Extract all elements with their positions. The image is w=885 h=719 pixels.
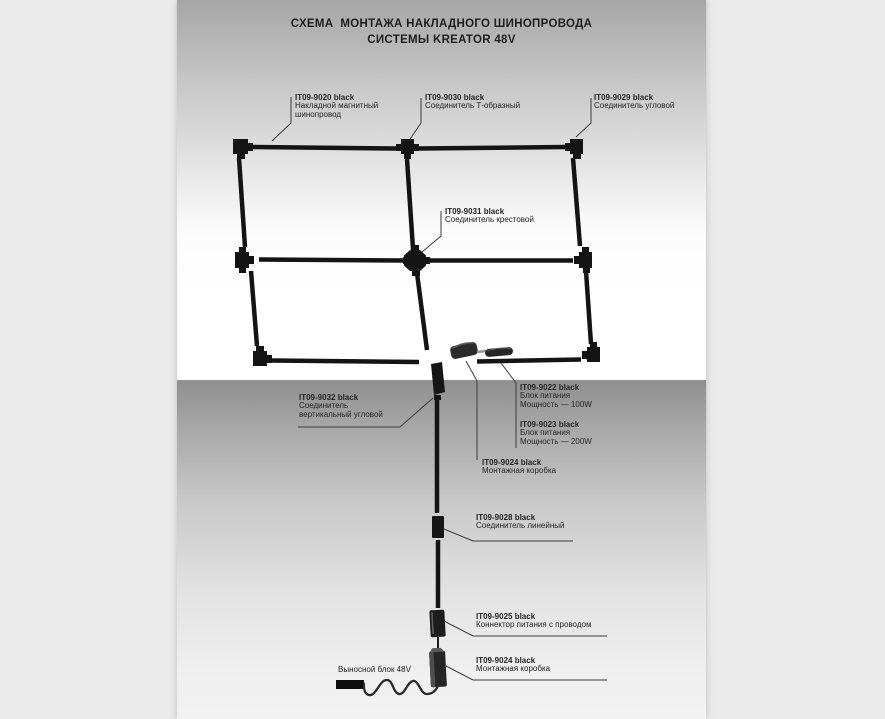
leader-9030 [410, 98, 421, 139]
title-line-1: СХЕМА МОНТАЖА НАКЛАДНОГО ШИНОПРОВОДА [290, 18, 593, 30]
t-connector-top [396, 139, 419, 159]
label-9022-desc1: Блок питания [520, 391, 571, 401]
rail-top-left [252, 147, 399, 149]
leader-9022-9023 [501, 363, 516, 448]
power-link [477, 351, 486, 352]
corner-connector-top-right [565, 139, 583, 159]
label-9024b [476, 657, 550, 674]
leader-9024a [466, 361, 477, 460]
label-9032-desc1: Соединитель [299, 401, 349, 411]
cross-connector [403, 245, 430, 276]
label-9024b-code: IT09-9024 black [476, 656, 536, 665]
label-9023-desc1: Блок питания [520, 428, 571, 438]
label-9023-code: IT09-9023 black [520, 420, 580, 429]
label-9029-desc1: Соединитель угловой [594, 101, 675, 111]
leader-9020 [272, 97, 291, 141]
rails [239, 147, 591, 608]
label-remote-block: Выносной блок 48V [338, 665, 411, 674]
diagram-page [177, 0, 706, 719]
vertical-corner-connector [431, 362, 445, 400]
power-cable [364, 680, 438, 695]
label-9031-code: IT09-9031 black [445, 207, 505, 216]
rail-bottom-left [272, 361, 419, 363]
corner-connector-bottom-left [253, 346, 272, 366]
label-9022-code: IT09-9022 black [520, 383, 580, 392]
label-9020-code: IT09-9020 black [295, 93, 355, 102]
label-9030-desc1: Соединитель Т-образный [425, 101, 521, 111]
label-9030-code: IT09-9030 black [425, 93, 485, 102]
mounting-box-bottom [429, 648, 447, 688]
label-9020 [295, 94, 378, 119]
rail-mid-left [259, 260, 404, 261]
label-9022-desc2: Мощность — 100W [520, 399, 592, 409]
label-9025 [476, 613, 591, 630]
label-9031-desc1: Соединитель крестовой [445, 215, 534, 225]
label-9032-code: IT09-9032 black [299, 393, 359, 402]
rail-vert-left-1 [239, 158, 245, 247]
mounting-box-on-rail [449, 341, 478, 360]
rail-vert-right-2 [586, 271, 591, 344]
label-9031 [445, 208, 534, 225]
label-9024b-desc1: Монтажная коробка [476, 664, 551, 674]
rail-vert-mid-1 [407, 159, 413, 249]
linear-connector [432, 516, 444, 538]
label-9022 [520, 384, 592, 409]
label-9028 [476, 514, 564, 531]
label-9020-desc2: шинопровод [295, 109, 342, 119]
remote-48v-block [336, 680, 364, 689]
label-9020-desc1: Накладной магнитный [295, 101, 379, 111]
label-9032-desc2: вертикальный угловой [299, 409, 383, 419]
rail-vert-left-2 [251, 271, 257, 346]
leader-9031 [422, 211, 441, 252]
rail-bottom-right [477, 360, 581, 362]
power-supply-unit [485, 347, 514, 357]
rail-vert-right-1 [573, 158, 580, 246]
power-feed-connector [429, 610, 445, 638]
label-9023-desc2: Мощность — 200W [520, 436, 592, 446]
title-line-2: СИСТЕМЫ KREATOR 48V [367, 34, 516, 46]
label-9024a [482, 459, 556, 476]
t-connector-mid-right [574, 247, 592, 273]
t-connector-mid-left [235, 247, 254, 273]
label-9025-code: IT09-9025 black [476, 612, 536, 621]
label-9030 [425, 94, 520, 111]
rail-vert-mid-2 [417, 273, 427, 350]
label-9028-desc1: Соединитель линейный [476, 521, 565, 531]
label-9023 [520, 421, 592, 446]
rail-top-right [417, 147, 565, 149]
label-9029-code: IT09-9029 black [594, 93, 654, 102]
label-9028-code: IT09-9028 black [476, 513, 536, 522]
label-9032 [299, 394, 383, 419]
leader-9028 [444, 529, 573, 541]
label-9024a-desc1: Монтажная коробка [482, 466, 557, 476]
label-9024a-code: IT09-9024 black [482, 458, 542, 467]
label-9025-desc1: Коннектор питания с проводом [476, 620, 592, 630]
leader-9029 [576, 98, 591, 137]
label-9029 [594, 94, 674, 111]
corner-connector-bottom-right [582, 342, 600, 362]
connectors [233, 139, 600, 366]
corner-connector-top-left [233, 139, 253, 159]
